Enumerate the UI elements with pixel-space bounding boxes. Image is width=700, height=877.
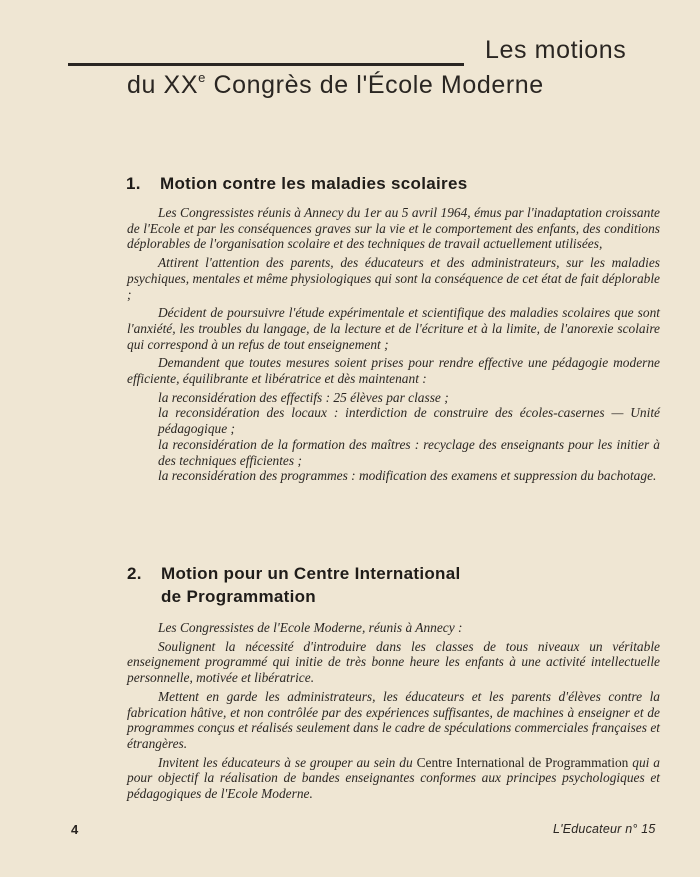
page-number: 4 bbox=[71, 822, 79, 837]
section2-last-text-b: qui a pour objectif la réalisation de bandes enseignantes conformes aux principes psychologiques et pédagogiques de l'Ecole Moderne. bbox=[127, 754, 660, 802]
title-suffix: Congrès de l'École Moderne bbox=[205, 71, 544, 99]
section1-list-item: la reconsidération des programmes : modification des examens et suppression du bachotage. bbox=[158, 468, 657, 484]
section1-list bbox=[127, 390, 660, 484]
page-title-line1: Les motions bbox=[485, 36, 627, 64]
section1-list-item: la reconsidération des effectifs : 25 élèves par classe ; bbox=[158, 389, 449, 405]
title-superscript: e bbox=[198, 70, 206, 85]
section1-body bbox=[127, 205, 660, 487]
section1-paragraph: Les Congressistes réunis à Annecy du 1er au 5 avril 1964, émus par l'inadaptation croissante de l'Ecole et par les conséquences graves sur la vie et le comportement des enfants, des conditions déplorables de l'organisation scolaire et des techniques de travail actuellement utilisées, bbox=[127, 205, 660, 252]
section2-paragraph-last bbox=[127, 755, 660, 802]
section1-heading bbox=[126, 172, 467, 195]
section1-paragraph: Attirent l'attention des parents, des éducateurs et des administrateurs, sur les maladies psychiques, mentales et même physiologiques qui sont la conséquence de cet état de fait déplorable ; bbox=[127, 255, 660, 302]
header-rule bbox=[68, 63, 464, 66]
section1-list-item: la reconsidération des locaux : interdiction de construire des écoles-casernes — Unité pédagogique ; bbox=[158, 405, 660, 437]
section2-body bbox=[127, 620, 660, 805]
section2-title-line1: Motion pour un Centre International bbox=[161, 564, 461, 583]
centre-international-name: Centre International de Programmation bbox=[416, 754, 629, 770]
section2-last-text-a: Invitent les éducateurs à se grouper au sein du bbox=[158, 754, 417, 770]
section1-paragraph: Décident de poursuivre l'étude expérimentale et scientifique des maladies scolaires que sont l'anxiété, les troubles du langage, de la lecture et de l'écriture et à la limite, de l'anorexie scolaire qui correspond à un refus de tout enseignement ; bbox=[127, 305, 660, 352]
section1-title: Motion contre les maladies scolaires bbox=[160, 174, 468, 193]
title-prefix: du XX bbox=[127, 71, 199, 99]
section1-list-item: la reconsidération de la formation des maîtres : recyclage des enseignants pour les initier à des techniques efficientes ; bbox=[158, 436, 660, 468]
journal-issue: L'Educateur n° 15 bbox=[553, 822, 656, 836]
section2-paragraph: Soulignent la nécessité d'introduire dans les classes de tous niveaux un véritable enseignement programmé qui initie de très bonne heure les enfants à une activité intellectuelle personnelle, motivée et libératrice. bbox=[127, 638, 660, 686]
section2-paragraph: Les Congressistes de l'Ecole Moderne, réunis à Annecy : bbox=[158, 620, 463, 635]
page-title-line2 bbox=[127, 71, 544, 100]
section2-title-line2: de Programmation bbox=[161, 587, 316, 606]
section2-paragraph: Mettent en garde les administrateurs, les éducateurs et les parents d'élèves contre la fabrication hâtive, et non contrôlée par des expériences suffisantes, de machines à enseigner et de programmes conçus et réalisés seulement dans le cadre de spéculations commerciales françaises et étrangères. bbox=[127, 688, 660, 751]
section1-number: 1. bbox=[126, 174, 141, 193]
section2-number: 2. bbox=[127, 564, 142, 583]
section1-paragraph: Demandent que toutes mesures soient prises pour rendre effective une pédagogie moderne efficiente, équilibrante et libératrice et dès maintenant : bbox=[127, 355, 660, 387]
section2-heading bbox=[127, 562, 460, 608]
